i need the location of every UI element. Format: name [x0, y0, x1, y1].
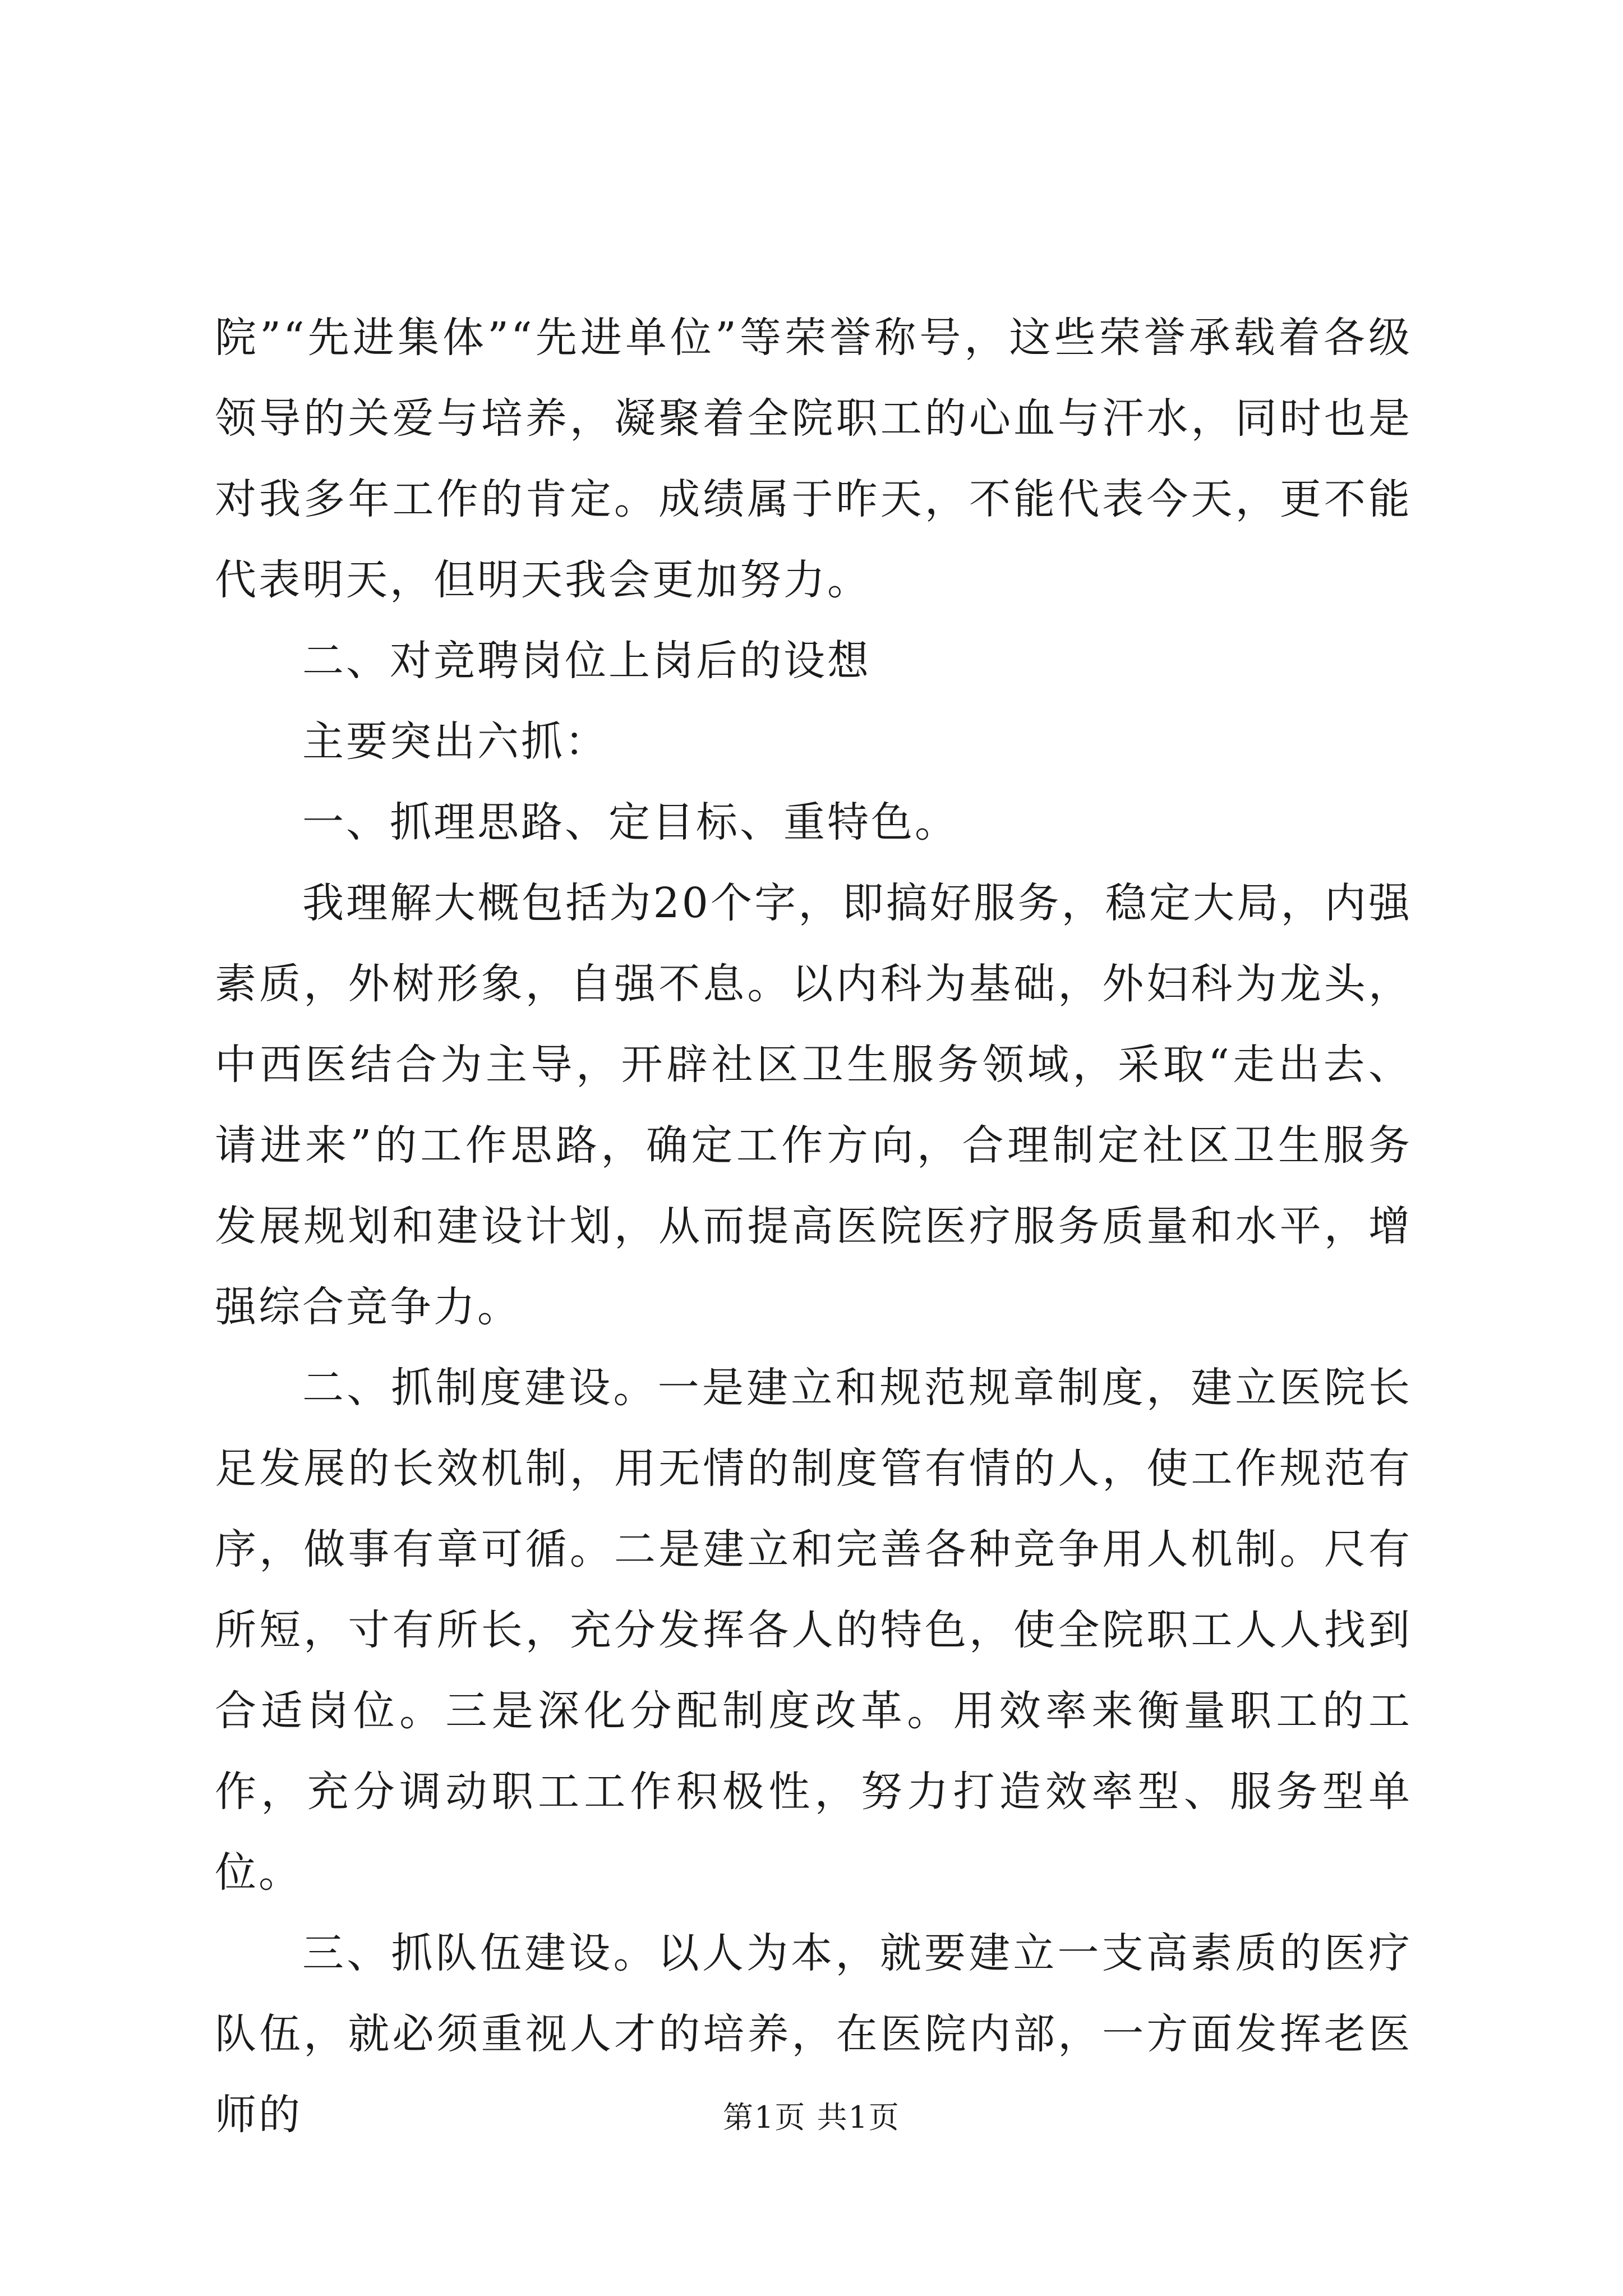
paragraph-6: 二、抓制度建设。一是建立和规范规章制度，建立医院长足发展的长效机制，用无情的制度管有情的人，使工作规范有序，做事有章可循。二是建立和完善各种竞争用人机制。尺有所短，寸有所长，充分发挥各人的特色，使全院职工人人找到合适岗位。三是深化分配制度改革。用效率来衡量职工的工作，充分调动职工工作积极性，努力打造效率型、服务型单位。 — [215, 1364, 1412, 1897]
paragraph-7: 三、抓队伍建设。以人为本，就要建立一支高素质的医疗队伍，就必须重视人才的培养，在医院内部，一方面发挥老医师的 — [215, 1929, 1412, 2139]
document-body — [215, 297, 1412, 2155]
paragraph-2: 二、对竞聘岗位上岗后的设想 — [302, 637, 871, 685]
page-footer: 第1页 共1页 — [723, 2100, 900, 2135]
paragraph-3: 主要突出六抓： — [302, 717, 608, 766]
paragraph-4: 一、抓理思路、定目标、重特色。 — [302, 798, 958, 846]
paragraph-5: 我理解大概包括为20个字，即搞好服务，稳定大局，内强素质，外树形象，自强不息。以内科为基础，外妇科为龙头，中西医结合为主导，开辟社区卫生服务领域，采取“走出去、请进来”的工作思路，确定工作方向，合理制定社区卫生服务发展规划和建设计划，从而提高医院医疗服务质量和水平，增强综合竞争力。 — [215, 879, 1412, 1331]
paragraph-1: 院”“先进集体”“先进单位”等荣誉称号，这些荣誉承载着各级领导的关爱与培养，凝聚着全院职工的心血与汗水，同时也是对我多年工作的肯定。成绩属于昨天，不能代表今天，更不能代表明天，但明天我会更加努力。 — [215, 314, 1412, 604]
